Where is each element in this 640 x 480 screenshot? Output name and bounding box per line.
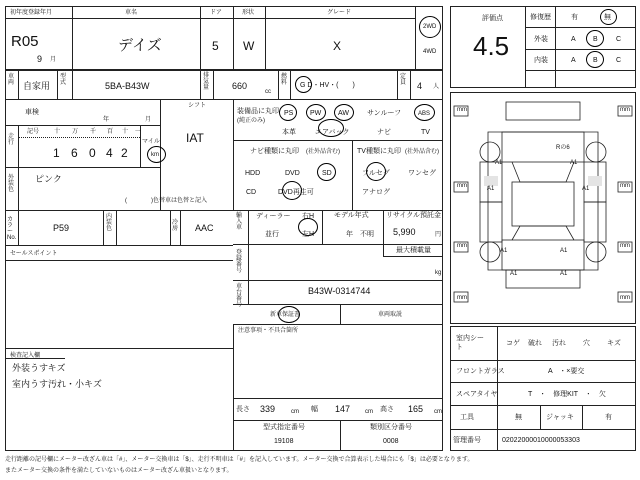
equip-navi: ナビ	[377, 129, 391, 136]
diagram-mm-label: mm	[620, 183, 630, 189]
color-no-value: P59	[53, 223, 70, 233]
class-value: 0008	[383, 438, 399, 445]
exterior-color-note: ( )色替車は色替と記入	[125, 198, 207, 204]
inspection-label: 車検	[25, 109, 39, 116]
exterior-grade-c: C	[616, 36, 622, 43]
sales-point-label: セールスポイント	[10, 251, 58, 257]
repair-yes: 有	[571, 14, 578, 21]
capacity-unit: 人	[433, 84, 440, 90]
grade-label: グレード	[327, 10, 352, 16]
inspector-note-2: 室内うす汚れ・小キズ	[12, 379, 102, 389]
damage-label: A1	[570, 160, 578, 166]
model-year-label: モデル年式	[334, 212, 369, 219]
equip-sunroof: サンルーフ	[367, 110, 402, 117]
exterior-color-label: 外装色	[8, 175, 15, 193]
damage-label: A1	[510, 271, 518, 277]
interior-grade-c: C	[616, 57, 622, 64]
diagram-mm-label: mm	[620, 295, 630, 301]
chassis-label: 車台番号	[236, 284, 243, 308]
model-year-value: 年 不明	[346, 231, 374, 238]
width-value: 147	[335, 404, 351, 414]
capacity-value: 4	[417, 81, 423, 91]
diagram-mm-label: mm	[457, 295, 467, 301]
management-no-value: 02022000010000053303	[502, 437, 580, 444]
interior-grade-b: B	[593, 57, 598, 64]
repair-history-label: 修復歴	[530, 14, 551, 21]
interior-sheet-label: 室内シート	[456, 335, 484, 352]
height-label: 高さ	[380, 406, 394, 413]
length-cm: cm	[291, 409, 299, 415]
width-cm: cm	[365, 409, 373, 415]
tv-label: TV種類に丸印	[357, 148, 401, 155]
navi-dvd-play: DVD再生可	[278, 189, 314, 196]
cc-unit: cc	[265, 89, 271, 95]
drive-4wd-label: 4WD	[423, 49, 437, 55]
kg-unit: kg	[435, 270, 442, 276]
repair-none: 無	[604, 14, 611, 21]
width-label: 幅	[311, 406, 318, 413]
score-value: 4.5	[473, 31, 510, 61]
interior-item: キズ	[607, 340, 621, 347]
damage-label: A1	[560, 271, 568, 277]
management-no-label: 管理番号	[453, 437, 481, 444]
height-cm: cm	[434, 409, 442, 415]
mileage-col-ichi: 一	[135, 129, 142, 135]
model-name-value: デイズ	[118, 37, 162, 54]
equipment-sub-label: (純正のみ)	[237, 118, 265, 124]
exterior-grade-b: B	[593, 36, 598, 43]
reg-year-value: R05	[11, 33, 39, 50]
diagram-mm-label: mm	[620, 107, 630, 113]
jack-label: ジャッキ	[546, 414, 574, 421]
diagram-mm-label: mm	[457, 243, 467, 249]
type-value: 5BA-B43W	[105, 81, 150, 91]
chassis-value: B43W-0314744	[308, 286, 371, 296]
yen-unit: 円	[435, 232, 442, 238]
import-label: 輸入車	[236, 213, 243, 231]
mileage-digit: 4	[106, 146, 113, 160]
tv-oneseg: ワンセグ	[408, 170, 436, 177]
import-right-hand: 右H	[302, 213, 315, 220]
equip-leather: 本革	[282, 129, 296, 136]
model-name-label: 車名	[125, 10, 138, 16]
type-cert-label: 型式指定番号	[263, 424, 305, 431]
mileage-digit: 2	[121, 146, 128, 160]
spare-tire-label: スペアタイヤ	[456, 391, 498, 398]
interior-grade-a: A	[571, 57, 576, 64]
drive-2wd-label: 2WD	[423, 24, 437, 30]
inspector-label: 検査記入欄	[10, 353, 41, 359]
windshield-value: A ・×要交	[548, 368, 585, 375]
navi-sub-label: (社外品含む)	[306, 149, 340, 155]
mile-unit: マイル	[142, 139, 160, 145]
month-unit: 月	[50, 57, 57, 63]
tv-fullseg: フルセグ	[362, 170, 390, 177]
length-value: 339	[260, 404, 276, 414]
exterior-grade-a: A	[571, 36, 576, 43]
equip-airbag: エアバック	[315, 129, 350, 136]
ac-label: 冷房	[172, 220, 179, 232]
tv-analog: アナログ	[362, 189, 390, 196]
windshield-label: フロントガラス	[456, 368, 505, 375]
reg-year-label: 初年度登録年月	[10, 10, 53, 16]
navi-label: ナビ種類に丸印	[250, 148, 299, 155]
shape-label: 形状	[242, 10, 255, 16]
shift-value: IAT	[186, 131, 204, 145]
exterior-grade-label: 外装	[534, 36, 548, 43]
damage-label: A1	[495, 160, 503, 166]
mileage-col-man: 万	[72, 129, 79, 135]
damage-label: A1	[560, 248, 568, 254]
diagram-mm-label: mm	[457, 183, 467, 189]
displacement-value: 660	[232, 81, 248, 91]
notes-label: 注意事項・不具合箇所	[238, 328, 299, 334]
mileage-col-hyaku: 百	[107, 129, 114, 135]
navi-cd: CD	[246, 189, 257, 196]
equip-tv: TV	[421, 129, 430, 136]
interior-color-label: 内装色	[106, 214, 113, 232]
fuel-g-circle	[295, 76, 312, 93]
navi-dvd: DVD	[285, 170, 300, 177]
warranty-label: 新車保証書	[270, 312, 301, 318]
import-parallel: 並行	[265, 231, 279, 238]
navi-sd: SD	[322, 170, 332, 177]
capacity-label: 定員	[400, 74, 407, 86]
car-damage-diagram	[450, 92, 636, 324]
mileage-digit: 0	[89, 146, 96, 160]
mileage-col-10man: 十	[54, 129, 61, 135]
interior-item: 汚れ	[552, 340, 566, 347]
navi-hdd: HDD	[245, 170, 261, 177]
color-no-label: カラーNo.	[7, 217, 17, 241]
shape-value: W	[243, 39, 255, 53]
mileage-label: 走行	[8, 134, 15, 146]
displacement-label: 排気量	[203, 73, 210, 91]
inspector-note-1: 外装うすキズ	[12, 363, 66, 373]
mileage-col-sen: 千	[90, 129, 97, 135]
spare-tire-value: T ・ 修理KIT ・ 欠	[528, 391, 606, 398]
footer-note-1: 走行距離の記号欄にメーター改ざん車は「#」、メーター交換車は「$」、走行不明車は「#」を記入しています。メーター交換で合算表示した場合にも「$」は必要となります。	[5, 457, 474, 463]
interior-item: 破れ	[528, 340, 542, 347]
damage-label: A1	[582, 186, 590, 192]
class-label: 類別区分番号	[370, 424, 412, 431]
jack-value: 有	[605, 414, 612, 421]
import-left-hand: 左H	[302, 231, 315, 238]
equip-abs: ABS	[418, 111, 431, 117]
registration-label: 登録番号	[236, 250, 243, 274]
tv-sub-label: (社外品含む)	[405, 149, 439, 155]
reg-month-value: 9	[37, 54, 43, 64]
doors-value: 5	[212, 39, 219, 53]
length-label: 長さ	[236, 406, 250, 413]
damage-label: Rの6	[556, 145, 570, 151]
diagram-mm-label: mm	[457, 107, 467, 113]
tools-value: 無	[515, 414, 522, 421]
manual-label: 車両取説	[378, 312, 403, 318]
interior-item: コゲ	[506, 340, 520, 347]
footer-note-2: またメーター交換の条件を満たしていないものはメーター改ざん車扱いとなります。	[5, 468, 233, 474]
shift-label: シフト	[188, 103, 207, 109]
equip-pw: PW	[310, 110, 322, 117]
mileage-digit: 6	[71, 146, 78, 160]
km-unit: km	[151, 152, 159, 158]
diagram-mm-label: mm	[620, 243, 630, 249]
interior-item: 穴	[583, 340, 590, 347]
type-label: 型式	[60, 74, 67, 86]
max-load-label: 最大積載量	[396, 247, 431, 254]
vehicle-use-label: 車両	[8, 74, 15, 86]
recycle-label: リサイクル預託金	[386, 212, 442, 219]
mileage-col-juu: 十	[122, 129, 129, 135]
damage-label: A1	[487, 186, 495, 192]
height-value: 165	[408, 404, 424, 414]
recycle-value: 5,990	[393, 227, 416, 237]
type-cert-value: 19108	[274, 438, 294, 445]
equipment-label: 装備品に丸印	[237, 108, 279, 115]
import-dealer: ディーラー	[256, 213, 291, 220]
interior-grade-label: 内装	[534, 57, 548, 64]
doors-label: ドア	[210, 10, 222, 16]
equip-aw: AW	[338, 110, 350, 117]
equip-ps: PS	[284, 110, 294, 117]
tools-label: 工具	[460, 414, 474, 421]
vehicle-use-value: 自家用	[23, 81, 51, 91]
ac-value: AAC	[195, 223, 214, 233]
damage-label: A1	[500, 248, 508, 254]
fuel-options: G D・HV・( )	[300, 82, 355, 89]
inspection-month-unit: 月	[145, 117, 152, 123]
mileage-digit: 1	[53, 146, 60, 160]
mileage-col-sym: 記号	[27, 129, 40, 135]
exterior-color-value: ピンク	[35, 174, 62, 184]
grade-value: X	[333, 39, 342, 53]
score-label: 評価点	[482, 15, 503, 22]
inspection-year-unit: 年	[103, 117, 110, 123]
fuel-label: 燃料	[281, 74, 288, 86]
